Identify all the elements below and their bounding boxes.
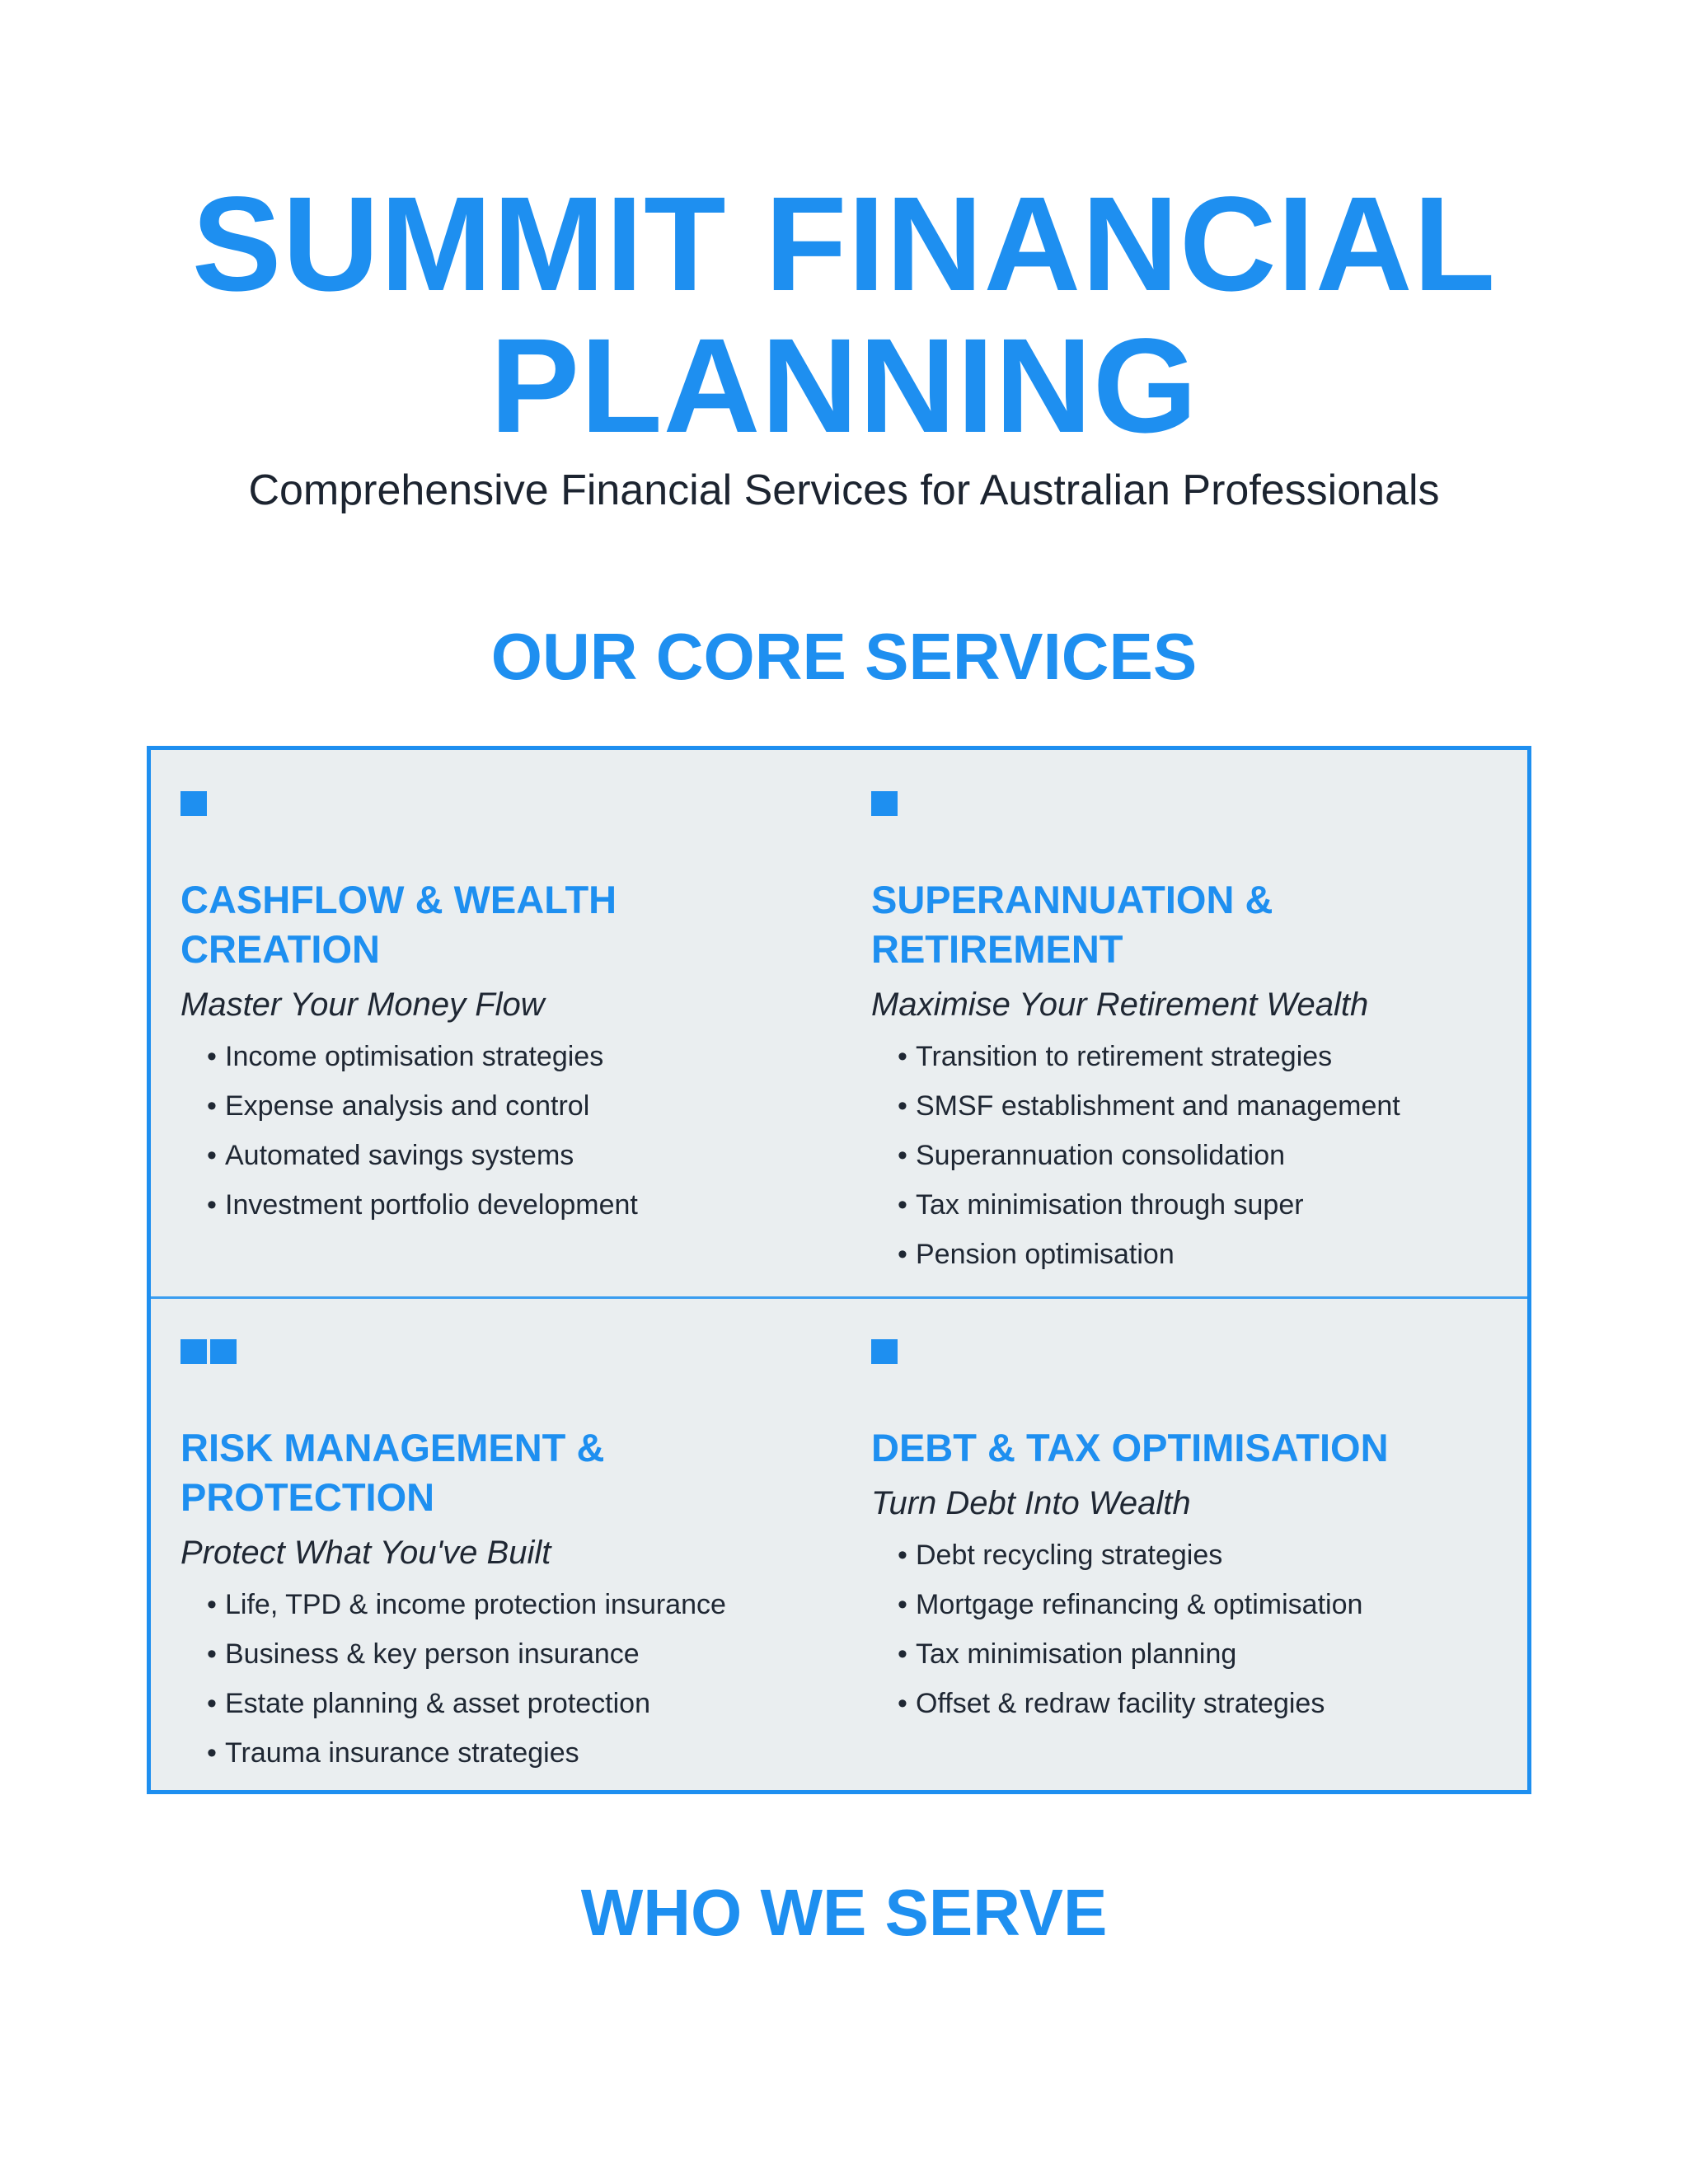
- list-item: • Estate planning & asset protection: [207, 1688, 650, 1719]
- service-title: DEBT & TAX OPTIMISATION: [871, 1426, 1389, 1469]
- service-list: [871, 1530, 1514, 1728]
- service-tagline: Turn Debt Into Wealth: [871, 1485, 1191, 1521]
- service-risk-management: [181, 1339, 823, 1778]
- service-list: [871, 1032, 1514, 1279]
- list-item: • Offset & redraw facility strategies: [898, 1688, 1325, 1719]
- service-title: CASHFLOW & WEALTH CREATION: [181, 878, 617, 971]
- title-line-1: SUMMIT FINANCIAL: [191, 168, 1497, 319]
- who-we-serve-heading: WHO WE SERVE: [580, 1876, 1108, 1949]
- service-tagline: Protect What You've Built: [181, 1535, 551, 1571]
- service-list: [181, 1032, 823, 1230]
- square-icon: [871, 1339, 1514, 1364]
- list-item: • Tax minimisation through super: [898, 1189, 1304, 1221]
- service-tagline: Master Your Money Flow: [181, 987, 545, 1023]
- square-icon: [181, 791, 823, 816]
- page-subtitle: Comprehensive Financial Services for Australian Professionals: [248, 466, 1440, 514]
- list-item: • Transition to retirement strategies: [898, 1041, 1333, 1072]
- list-item: • Life, TPD & income protection insurance: [207, 1589, 726, 1620]
- list-item: • Debt recycling strategies: [898, 1540, 1223, 1571]
- core-services-heading: OUR CORE SERVICES: [490, 620, 1198, 693]
- list-item: • Business & key person insurance: [207, 1638, 640, 1670]
- core-services-panel: [147, 746, 1531, 1794]
- service-title: RISK MANAGEMENT & PROTECTION: [181, 1426, 605, 1519]
- list-item: • Mortgage refinancing & optimisation: [898, 1589, 1363, 1620]
- service-tagline: Maximise Your Retirement Wealth: [871, 987, 1369, 1023]
- row-divider: [151, 1296, 1527, 1299]
- list-item: • Pension optimisation: [898, 1239, 1175, 1270]
- service-list: [181, 1580, 823, 1778]
- service-title: SUPERANNUATION & RETIREMENT: [871, 878, 1273, 971]
- list-item: • Automated savings systems: [207, 1140, 574, 1171]
- page-title: [0, 168, 1688, 461]
- service-debt-tax: [871, 1339, 1514, 1728]
- title-line-2: PLANNING: [490, 310, 1198, 461]
- square-icon: [871, 791, 1514, 816]
- list-item: • Superannuation consolidation: [898, 1140, 1286, 1171]
- list-item: • Expense analysis and control: [207, 1090, 590, 1122]
- list-item: • Investment portfolio development: [207, 1189, 638, 1221]
- service-cashflow: [181, 791, 823, 1230]
- double-square-icon: [181, 1339, 823, 1364]
- service-superannuation: [871, 791, 1514, 1279]
- list-item: • Income optimisation strategies: [207, 1041, 604, 1072]
- list-item: • Trauma insurance strategies: [207, 1737, 579, 1769]
- list-item: • SMSF establishment and management: [898, 1090, 1400, 1122]
- list-item: • Tax minimisation planning: [898, 1638, 1237, 1670]
